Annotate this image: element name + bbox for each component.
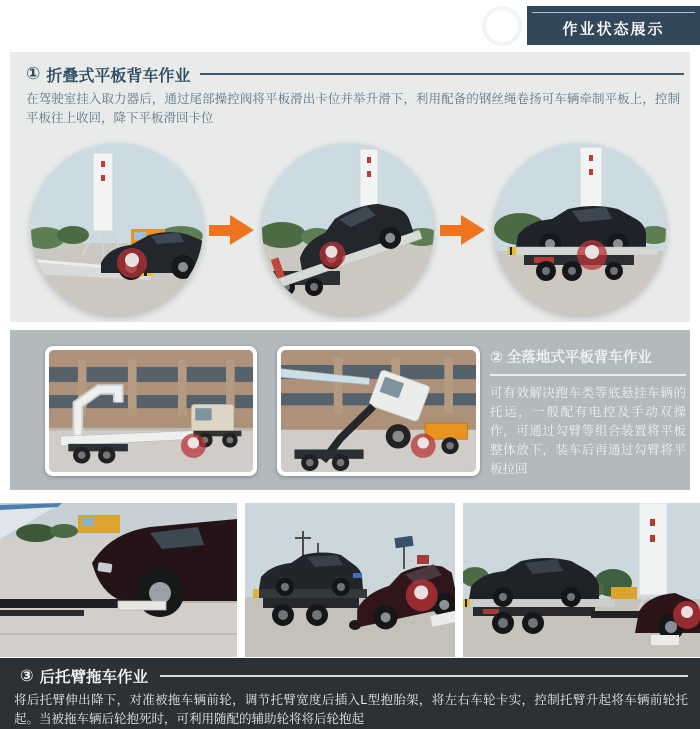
section3-title: 后托臂拖车作业 (39, 669, 149, 686)
page-header-badge (527, 6, 700, 45)
step-arrow-right-icon (209, 215, 255, 245)
page-title: 作业状态展示 (562, 20, 665, 38)
section3-rule-line (160, 675, 688, 677)
step-photo-1 (31, 143, 203, 315)
full-drop-scene-2 (281, 350, 476, 472)
step2-scene (262, 143, 434, 315)
section3-heading (20, 665, 688, 687)
tow-scene-loading (245, 503, 455, 657)
section2-title: 全落地式平板背车作业 (506, 350, 652, 366)
section-rear-tow-arm (0, 658, 700, 729)
step1-scene (31, 143, 203, 315)
full-drop-scene-1 (49, 350, 253, 472)
step3-scene (494, 143, 666, 315)
section2-number-badge: ② (490, 349, 503, 366)
section1-title: 折叠式平板背车作业 (46, 67, 191, 85)
step-photo-3 (494, 143, 666, 315)
tow-photo-closeup (0, 503, 237, 657)
section2-description: 可有效解决跑车类等底悬挂车辆的托运，一般配有电控及手动双操作，可通过勾臂等组合装置将平板整体放下，装车后再通过勾臂将平板拉回 (490, 386, 686, 476)
tow-photo-loading (245, 503, 455, 657)
tow-scene-full (463, 503, 700, 657)
section1-number-badge: ① (26, 64, 41, 83)
tow-scene-closeup (0, 503, 237, 657)
section-full-drop-flatbed (10, 330, 690, 490)
section1-rule-line (200, 73, 684, 75)
section-folding-flatbed (10, 52, 690, 322)
section1-heading (26, 62, 684, 86)
section1-description: 在驾驶室挂入取力器后，通过尾部操控阀将平板滑出卡位并举升滑下，利用配备的钢丝绳卷扬可车辆牵制平板上，控制平板往上收回，降下平板滑回卡位 (26, 92, 680, 125)
faint-logo-watermark (482, 6, 522, 46)
section3-number-badge: ③ (20, 668, 34, 685)
photo-frame-2 (277, 346, 480, 476)
step-photo-2 (262, 143, 434, 315)
tow-photo-full (463, 503, 700, 657)
step-arrow-right-icon (440, 215, 486, 245)
section3-description: 将后托臂伸出降下，对准被拖车辆前轮，调节托臂宽度后插入L型抱胎架，将左右车轮卡实，控制托臂升起将车辆前轮托起。当被拖车辆后轮抱死时，可利用随配的辅助轮将将后轮抱起 (14, 693, 688, 726)
section2-heading (490, 346, 686, 376)
photo-frame-1 (45, 346, 257, 476)
